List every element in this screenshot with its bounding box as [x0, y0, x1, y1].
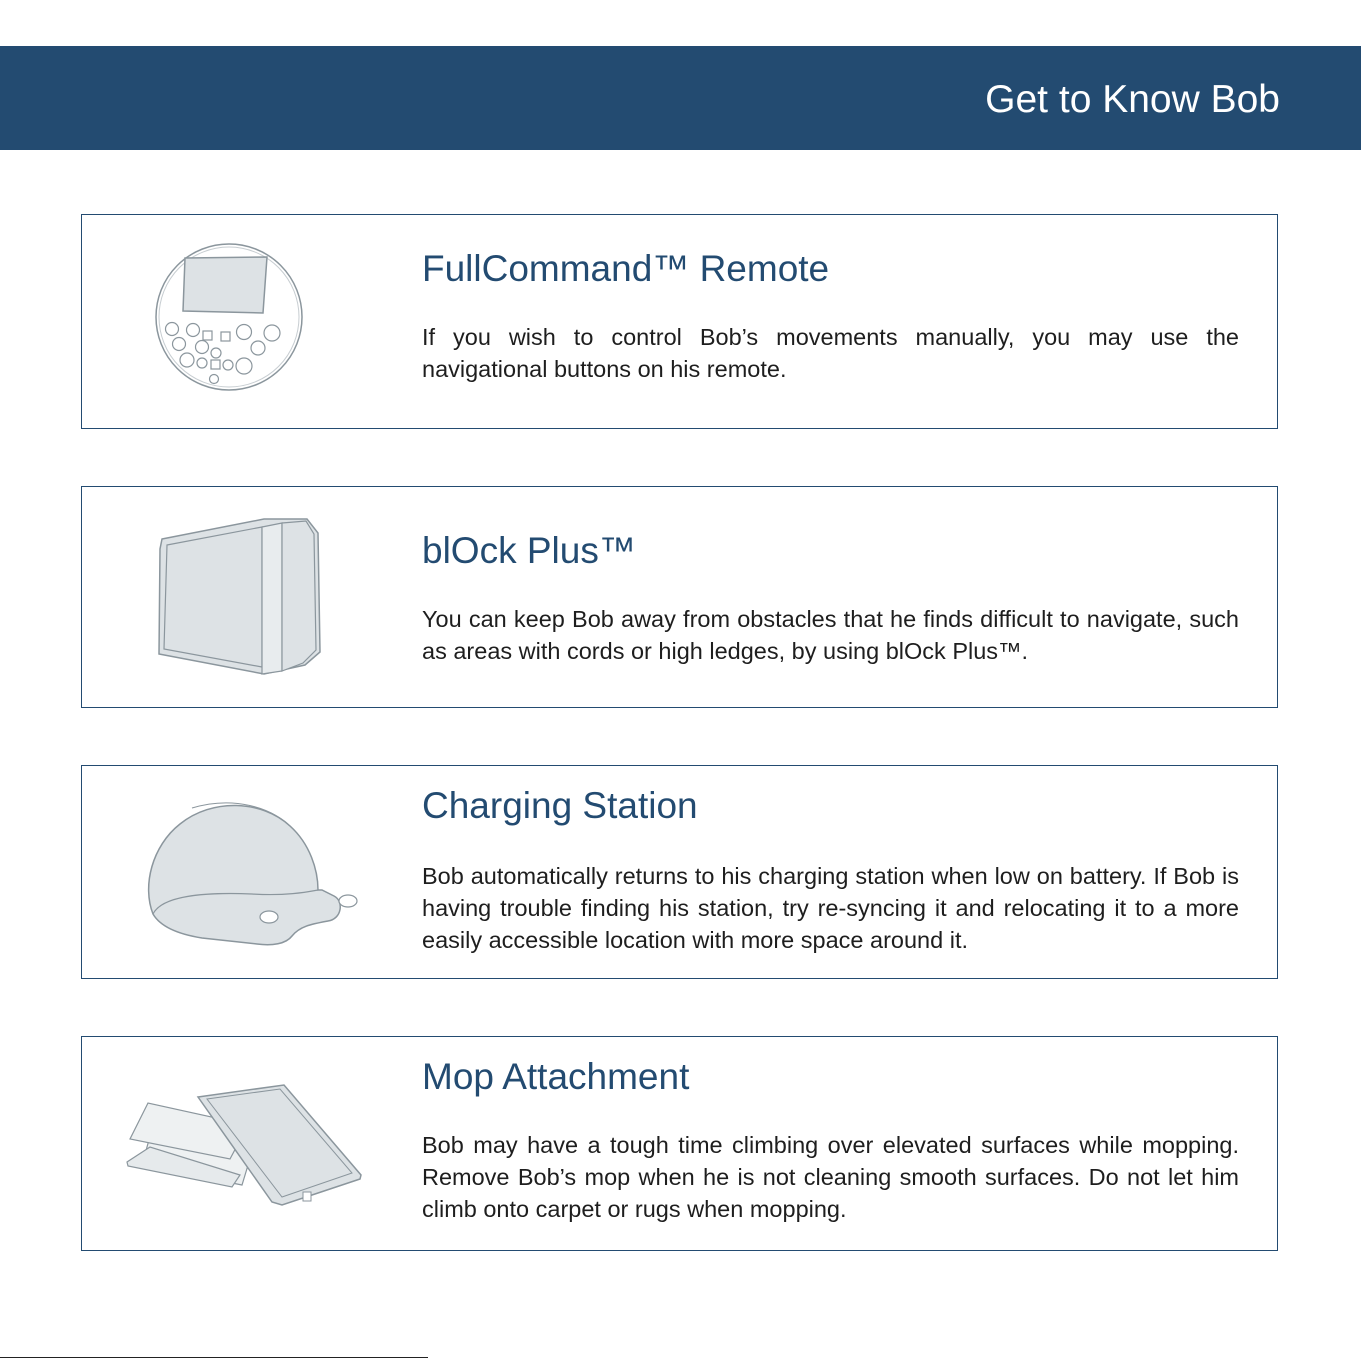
page-title: Get to Know Bob [985, 78, 1280, 121]
card-title: blOck Plus™ [422, 530, 636, 571]
card-body: Bob may have a tough time climbing over elevated surfaces while mopping. Remove Bob’s mop when he is not cleaning smooth surfaces. Do not let him climb onto carpet or rugs when mopping. [422, 1132, 1239, 1222]
card-title: Mop Attachment [422, 1056, 690, 1097]
card-title: Charging Station [422, 785, 698, 826]
card-body: Bob automatically returns to his charging station when low on battery. If Bob is having trouble finding his station, try re-syncing it and relocating it to a more easily accessible location with more space around it. [422, 863, 1239, 953]
card-block-plus [81, 486, 1278, 708]
card-body: You can keep Bob away from obstacles that he finds difficult to navigate, such as areas with cords or high ledges, by using blOck Plus™. [422, 606, 1239, 664]
remote-control-icon [122, 215, 392, 428]
block-plus-icon [122, 487, 392, 707]
charging-station-icon [122, 766, 392, 978]
card-charging-station [81, 765, 1278, 979]
mop-attachment-icon [122, 1037, 392, 1250]
card-mop-attachment [81, 1036, 1278, 1251]
card-title: FullCommand™ Remote [422, 248, 830, 289]
footer-rule [0, 1357, 428, 1358]
card-body: If you wish to control Bob’s movements manually, you may use the navigational buttons on his remote. [422, 324, 1239, 382]
card-remote [81, 214, 1278, 429]
